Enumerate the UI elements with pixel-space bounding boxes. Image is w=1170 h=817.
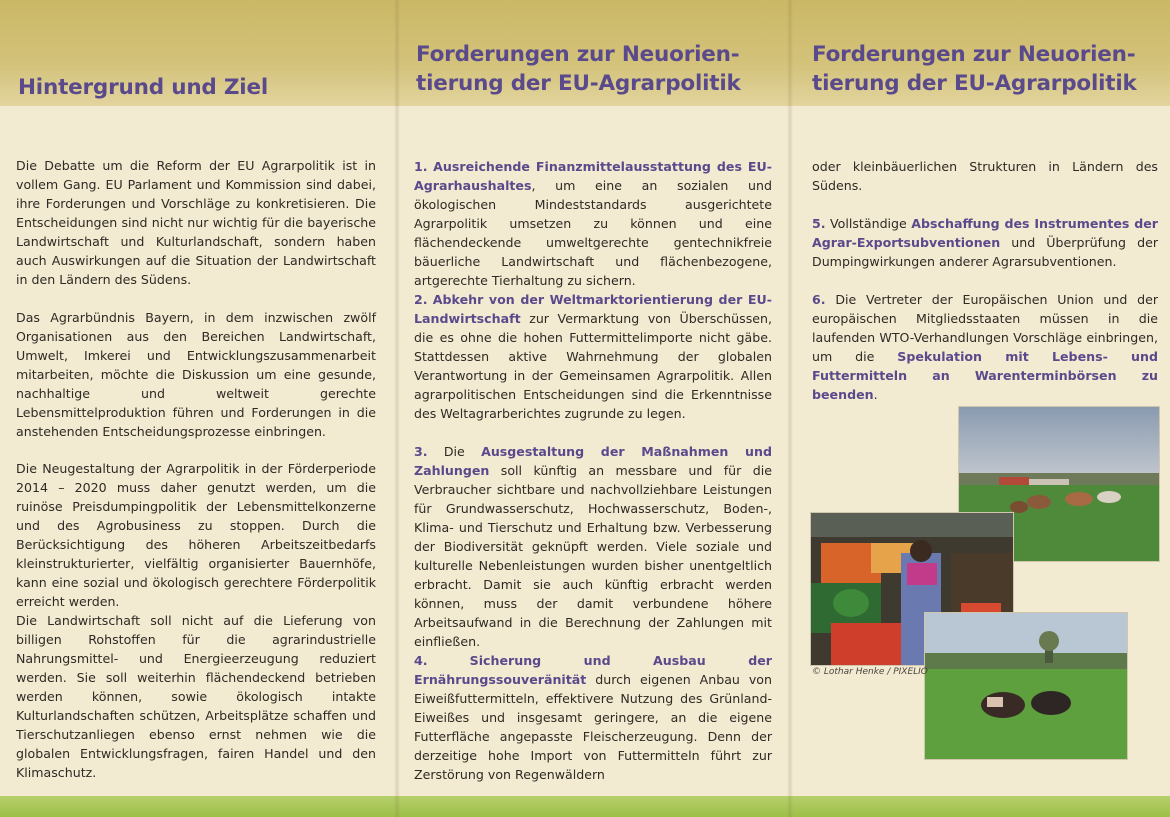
item-text: zur Vermarktung von Überschüssen, die es ohne die hohen Futtermittelimporte nicht gäbe. Stattdessen aktive Wahrnehmung der globalen Verantwortung in der Gemeinsamen Agrarpolitik. Allen agrarpolitischen Entscheidungen sind die Erkenntnisse des Weltagrarberichtes zugrunde zu legen. <box>414 311 772 421</box>
item-text: und Überprüfung der Dumpingwirkungen anderer Agrarsubventionen. <box>812 235 1158 269</box>
item-highlight: Ausreichende Finanzmittelausstattung des EU-Agrarhaushaltes <box>414 159 772 193</box>
pigs-photo <box>924 612 1128 760</box>
bottom-color-band <box>0 796 1170 817</box>
item-number: 5. <box>812 216 826 231</box>
panel-heading: Hintergrund und Ziel <box>18 75 269 100</box>
item-number: 3. <box>414 444 428 459</box>
photo-credit: © Lothar Henke / PIXELIO <box>812 667 928 677</box>
panel-forderungen-2 <box>792 0 1170 796</box>
demand-item-6 <box>812 290 1158 404</box>
demand-item-5 <box>812 214 1158 271</box>
item-highlight: Abschaffung des Instrumentes der Agrar-Exportsubventionen <box>812 216 1159 250</box>
item-text: soll künftig an messbare und für die Verbraucher sichtbare und nachvollziehbare Leistungen für Grundwasserschutz, Hochwasserschutz, Boden-, Klima- und Tierschutz und Erhaltung bzw. Verbesserung der Biodiversität geknüpft werden. Viele soziale und kulturelle Nebenleistungen wurden bisher unentgeltlich erbracht. Damit sie auch künftig erbracht werden können, muss der damit verbundene höhere Arbeitsaufwand in die Berechnung der Zahlungen mit einfließen. <box>414 463 772 649</box>
panel-heading <box>812 40 1137 98</box>
item-number: 6. <box>812 292 826 307</box>
heading-line: Forderungen zur Neuorien- <box>812 42 1136 67</box>
demand-item-3 <box>414 442 772 651</box>
continuation-text: oder kleinbäuerlichen Strukturen in Ländern des Südens. <box>812 159 1158 193</box>
paragraph: Die Neugestaltung der Agrarpolitik in der Förderperiode 2014 – 2020 muss daher genutzt werden, um die ruinöse Preisdumpingpolitik der Lebensmittelkonzerne und des Agrobusiness zu stoppen. Durch die Berücksichtigung des höheren Arbeitszeitbedarfs kleinstrukturierter, vielfältig organisierter Bauernhöfe, kann eine sozial und ökologisch gerechtere Förderpolitik erreicht werden. <box>16 461 376 609</box>
item-text: durch eigenen Anbau von Eiweißfuttermitteln, effektivere Nutzung des Grünland-Eiweißes und insgesamt geringere, an die eigene Futterfläche angepasste Fleischerzeugung. Denn der derzeitige hohe Import von Futtermitteln führt zur Zerstörung von Regenwäldern <box>414 672 772 782</box>
item-highlight: Abkehr von der Weltmarktorientierung der EU-Landwirtschaft <box>414 292 772 326</box>
heading-line: tierung der EU-Agrarpolitik <box>812 71 1137 96</box>
demand-item-4 <box>414 651 772 784</box>
item-number: 4. <box>414 653 428 668</box>
paragraph: Das Agrarbündnis Bayern, in dem inzwischen zwölf Organisationen aus den Bereichen Landwirtschaft, Umwelt, Imkerei und Entwicklungszusammenarbeit mitarbeiten, möchte die Diskussion um eine gesunde, nachhaltige und weltweit gerechte Lebensmittelproduktion führen und Forderungen in die anstehenden Entscheidungsprozesse einbringen. <box>16 310 376 439</box>
item-highlight: Ausgestaltung der Maßnahmen und Zahlungen <box>414 444 772 478</box>
item-pre: Die <box>427 444 482 459</box>
heading-line: Forderungen zur Neuorien- <box>416 42 740 67</box>
item-text: . <box>873 387 878 402</box>
panel-forderungen-1 <box>398 0 790 796</box>
item-pre: Vollständige <box>825 216 912 231</box>
heading-line: tierung der EU-Agrarpolitik <box>416 71 741 96</box>
panel-heading <box>416 40 741 98</box>
item-highlight: Sicherung und Ausbau der Ernährungssouveränität <box>414 653 772 687</box>
demand-item-2 <box>414 290 772 423</box>
demand-item-1 <box>414 157 772 290</box>
panel-hintergrund <box>0 0 396 796</box>
item-text: , um eine an sozialen und ökologischen Mindeststandards ausgerichtete Agrarpolitik umsetzen zu können und eine flächendeckende umweltgerechte gentechnikfreie bäuerliche Landwirtschaft und flächenbezogene, artgerechte Tierhaltung zu sichern. <box>414 178 772 288</box>
item-pre: Die Vertreter der Europäischen Union und der europäischen Mitgliedsstaaten müssen in die laufenden WTO-Verhandlungen Vorschläge einbringen, um die <box>812 292 1158 364</box>
item-number: 2. <box>414 292 428 307</box>
paragraph: Die Debatte um die Reform der EU Agrarpolitik ist in vollem Gang. EU Parlament und Kommission sind dabei, ihre Forderungen und Vorschläge zu konkretisieren. Die Entscheidungen sind nicht nur wichtig für die bayerische Landwirtschaft und Kulturlandschaft, sondern haben auch Auswirkungen auf die Situation der Landwirtschaft in den Ländern des Südens. <box>16 158 376 287</box>
item-highlight: Spekulation mit Lebens- und Futtermitteln an Warenterminbörsen zu beenden <box>812 349 1159 402</box>
item-number: 1. <box>414 159 428 174</box>
paragraph: Die Landwirtschaft soll nicht auf die Lieferung von billigen Rohstoffen für die agrarindustrielle Nahrungsmittel- und Energieerzeugung reduziert werden. Sie soll weiterhin flächendeckend betrieben werden können, sowie ökologisch intakte Kulturlandschaften schützen, Arbeitsplätze schaffen und Tierschutzanliegen ebenso ernst nehmen wie die globalen Entwicklungsfragen, fairen Handel und den Klimaschutz. <box>16 613 376 780</box>
